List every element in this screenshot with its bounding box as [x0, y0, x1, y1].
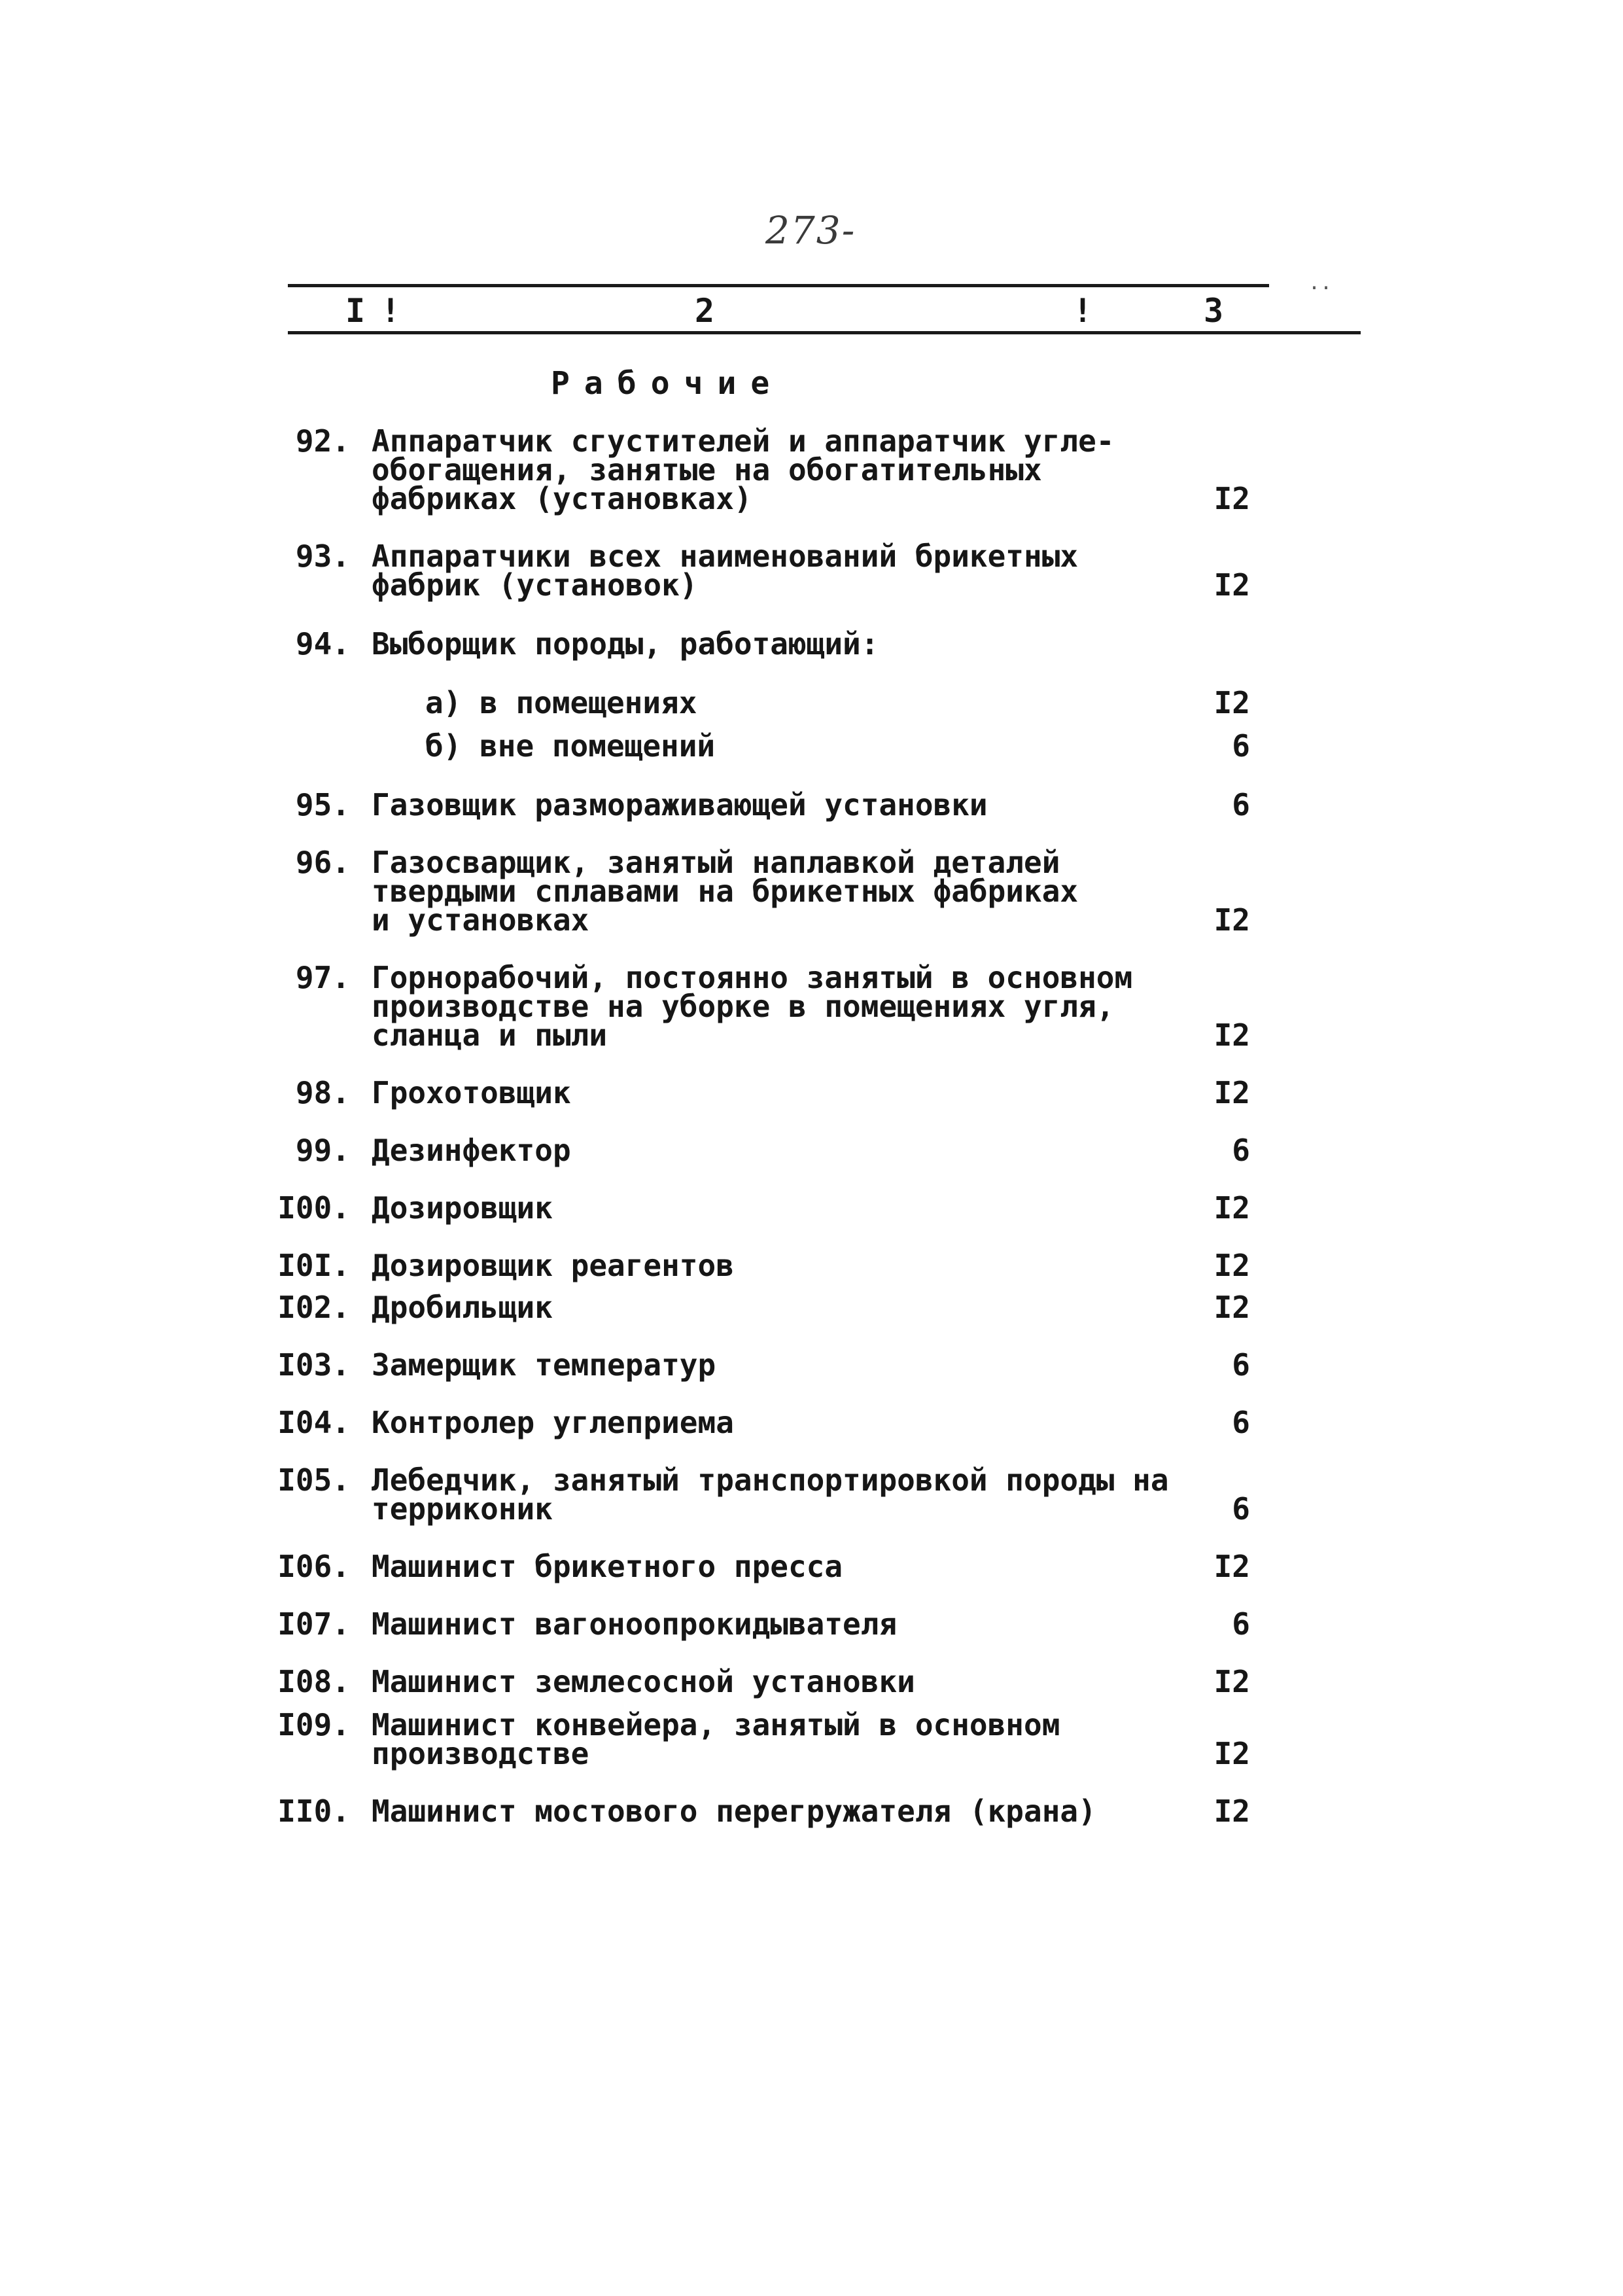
row-value: I2 [1213, 567, 1250, 603]
row-number: 93. [295, 539, 350, 574]
row-text: Газовщик размораживающей установки [372, 787, 988, 822]
row-number: I03. [277, 1347, 350, 1383]
row-number: 95. [295, 787, 350, 822]
row-value: I2 [1213, 1248, 1250, 1283]
row-value: I2 [1213, 1017, 1250, 1053]
row-text: Лебедчик, занятый транспортировкой породы на терриконик [372, 1462, 1169, 1527]
row-text: Дробильщик [372, 1290, 553, 1325]
row-number: 98. [295, 1075, 350, 1110]
table-top-rule [288, 284, 1269, 287]
row-number: I02. [277, 1290, 350, 1325]
row-number: I00. [277, 1190, 350, 1226]
row-number: 99. [295, 1133, 350, 1168]
row-value: I2 [1213, 1664, 1250, 1699]
row-text: Контролер углеприема [372, 1405, 734, 1440]
row-number: I08. [277, 1664, 350, 1699]
row-number: 92. [295, 423, 350, 459]
row-text: б) вне помещений [425, 728, 716, 764]
row-text: Аппаратчик сгустителей и аппаратчик угле- обогащения, занятые на обогатительных фабриках (установках) [372, 423, 1115, 516]
table-header-rule [288, 331, 1361, 334]
row-number: 96. [295, 845, 350, 880]
row-value: 6 [1232, 1405, 1250, 1440]
row-number: I0I. [277, 1248, 350, 1283]
row-number: I06. [277, 1549, 350, 1584]
page-number: 273- [765, 208, 856, 253]
row-text: Машинист землесосной установки [372, 1664, 915, 1699]
row-value: I2 [1213, 1549, 1250, 1584]
row-text: Дозировщик реагентов [372, 1248, 734, 1283]
row-text: Горнорабочий, постоянно занятый в основном производстве на уборке в помещениях угля, сланца и пыли [372, 960, 1133, 1053]
row-text: Машинист брикетного пресса [372, 1549, 843, 1584]
row-text: Дозировщик [372, 1190, 553, 1226]
row-value: I2 [1213, 1736, 1250, 1771]
row-text: Газосварщик, занятый наплавкой деталей твердыми сплавами на брикетных фабриках и установках [372, 845, 1079, 938]
row-value: I2 [1213, 902, 1250, 938]
row-number: I07. [277, 1606, 350, 1642]
row-text: Замерщик температур [372, 1347, 716, 1383]
row-value: I2 [1213, 1190, 1250, 1226]
column-separator-1: ! [381, 292, 401, 330]
row-text: Машинист конвейера, занятый в основном производстве [372, 1707, 1060, 1771]
row-value: 6 [1232, 728, 1250, 764]
section-title: Рабочие [551, 365, 784, 402]
row-text: Грохотовщик [372, 1075, 571, 1110]
column-header-1: I [345, 292, 366, 330]
row-number: I09. [277, 1707, 350, 1742]
row-text: а) в помещениях [425, 685, 697, 720]
row-value: 6 [1232, 1491, 1250, 1527]
row-text: Выборщик породы, работающий: [372, 626, 879, 662]
column-header-2: 2 [695, 292, 715, 330]
column-header-3: 3 [1204, 292, 1224, 330]
row-number: I04. [277, 1405, 350, 1440]
row-value: 6 [1232, 1133, 1250, 1168]
row-number: 94. [295, 626, 350, 662]
column-separator-2: ! [1073, 292, 1093, 330]
row-value: I2 [1213, 685, 1250, 720]
row-text: Дезинфектор [372, 1133, 571, 1168]
row-text: Машинист мостового перегружателя (крана) [372, 1793, 1096, 1829]
row-value: 6 [1232, 787, 1250, 822]
row-value: I2 [1213, 1793, 1250, 1829]
row-value: I2 [1213, 1075, 1250, 1110]
corner-mark: .. [1308, 272, 1333, 294]
row-number: I05. [277, 1462, 350, 1498]
row-number: II0. [277, 1793, 350, 1829]
row-number: 97. [295, 960, 350, 995]
row-value: 6 [1232, 1606, 1250, 1642]
row-value: I2 [1213, 1290, 1250, 1325]
row-text: Машинист вагоноопрокидывателя [372, 1606, 898, 1642]
row-text: Аппаратчики всех наименований брикетных фабрик (установок) [372, 539, 1079, 603]
row-value: 6 [1232, 1347, 1250, 1383]
row-value: I2 [1213, 481, 1250, 516]
